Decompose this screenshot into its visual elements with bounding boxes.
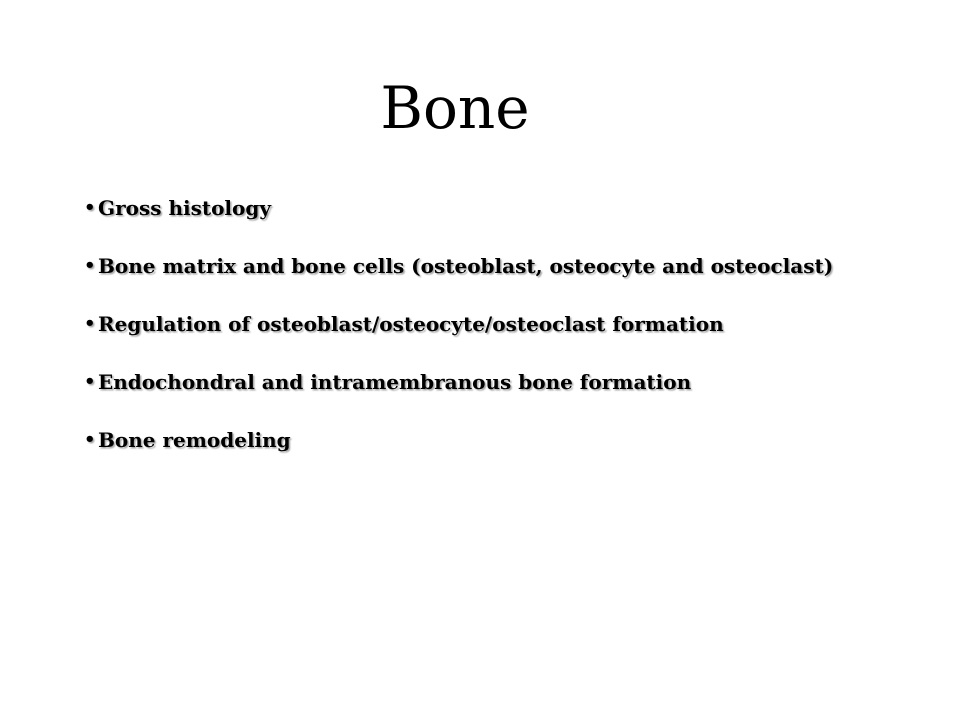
bullet-dot-icon: • [84,429,96,450]
bullet-text: Bone remodeling [98,428,291,452]
bullet-text: Bone matrix and bone cells (osteoblast, osteocyte and osteoclast) [98,254,834,278]
bullet-text: Regulation of osteoblast/osteocyte/osteoclast formation [98,312,724,336]
bullet-item-bone-remodeling [84,425,944,483]
bullet-dot-icon: • [84,371,96,392]
bullet-item-regulation [84,309,944,367]
bullet-item-bone-formation [84,367,944,425]
bullet-dot-icon: • [84,255,96,276]
bullet-item-gross-histology [84,193,944,251]
bullet-text: Endochondral and intramembranous bone formation [98,370,692,394]
bullet-dot-icon: • [84,197,96,218]
bullet-text: Gross histology [98,196,271,220]
slide-title: Bone [380,74,530,142]
bullet-item-bone-matrix-cells [84,251,944,309]
bullet-dot-icon: • [84,313,96,334]
bullet-list [84,193,944,483]
